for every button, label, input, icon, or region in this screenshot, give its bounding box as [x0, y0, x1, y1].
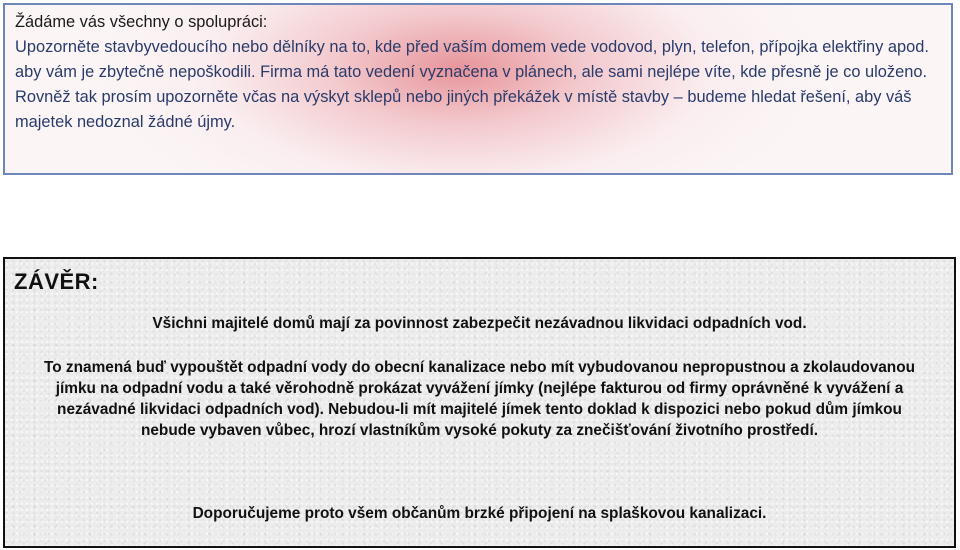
request-paragraph-utilities: Upozorněte stavbyvedoucího nebo dělníky na to, kde před vaším domem vede vodovod, plyn, telefon, přípojka elektřiny apod. aby vám je zbytečně nepoškodili. Firma má tato vedení vyznačena v plánech, ale sami nejlépe víte, kde přesně je co uloženo. [15, 38, 929, 81]
cooperation-request-box [3, 3, 953, 175]
request-paragraph-obstacles: Rovněž tak prosím upozorněte včas na výskyt sklepů nebo jiných překážek v místě stavby – budeme hledat řešení, aby váš majetek nedoznal žádné újmy. [15, 88, 912, 131]
conclusion-title: ZÁVĚR: [14, 269, 99, 294]
conclusion-statement: Všichni majitelé domů mají za povinnost zabezpečit nezávadnou likvidaci odpadních vod. [152, 315, 807, 332]
request-heading: Žádáme vás všechny o spolupráci: [15, 13, 268, 31]
conclusion-recommendation: Doporučujeme proto všem občanům brzké připojení na splaškovou kanalizaci. [192, 505, 767, 522]
conclusion-explanation: To znamená buď vypouštět odpadní vody do obecní kanalizace nebo mít vybudovanou nepropustnou a zkolaudovanou jímku na odpadní vodu a také věrohodně prokázat vyvážení jímky (nejlépe fakturou od firmy oprávněné k vyvážení a nezávadné likvidaci odpadních vod). Nebudou-li mít majitelé jímek tento doklad k dispozici nebo pokud dům jímkou nebude vybaven vůbec, hrozí vlastníkům vysoké pokuty za znečišťování životního prostředí. [43, 359, 916, 439]
conclusion-box [3, 257, 956, 548]
